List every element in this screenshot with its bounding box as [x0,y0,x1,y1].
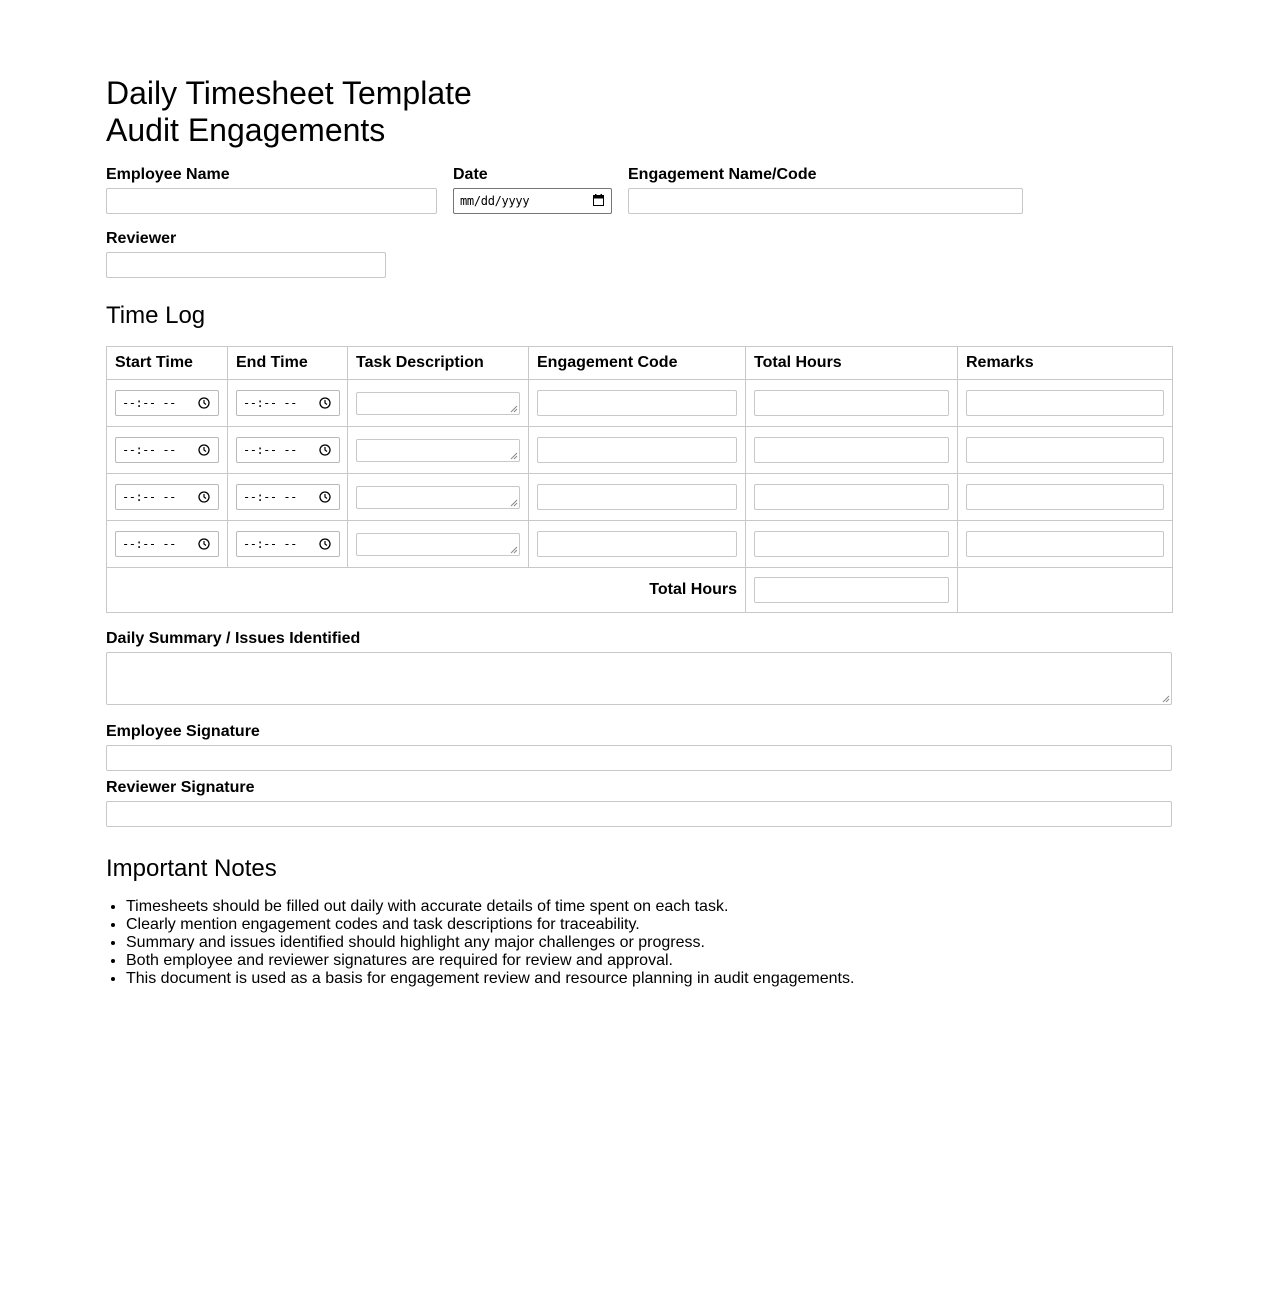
summary-textarea[interactable] [106,652,1172,705]
time-placeholder: --:-- -- [122,443,176,457]
remarks-cell [958,427,1173,474]
end-time-input[interactable] [236,390,340,416]
engagement-code-input[interactable] [537,531,737,557]
remarks-input[interactable] [966,484,1164,510]
remarks-cell [958,521,1173,568]
table-row [107,521,1173,568]
date-placeholder: mm/dd/yyyy [460,194,530,208]
resize-grip-icon[interactable] [1162,695,1170,703]
start-time-input[interactable] [115,437,219,463]
employee-name-label: Employee Name [106,166,230,183]
row-total-hours-input[interactable] [754,484,949,510]
note-item: • Timesheets should be filled out daily with accurate details of time spent on each task. [126,898,854,916]
reviewer-input[interactable] [106,252,386,278]
reviewer-label: Reviewer [106,230,177,247]
task-description-cell [348,380,529,427]
time-placeholder: --:-- -- [243,396,297,410]
start-time-cell [107,380,228,427]
table-row [107,380,1173,427]
engagement-label: Engagement Name/Code [628,166,817,183]
column-header-start-time: Start Time [107,347,228,380]
engagement-code-cell [529,521,746,568]
remarks-cell [958,474,1173,521]
time-log-table [106,346,1173,613]
total-hours-input[interactable] [754,577,949,603]
remarks-input[interactable] [966,531,1164,557]
employee-signature-input[interactable] [106,745,1172,771]
end-time-input[interactable] [236,531,340,557]
start-time-cell [107,427,228,474]
time-placeholder: --:-- -- [122,396,176,410]
total-hours-cell [746,427,958,474]
start-time-input[interactable] [115,390,219,416]
note-item: • Both employee and reviewer signatures are required for review and approval. [126,952,854,970]
resize-grip-icon[interactable] [510,405,518,413]
clock-icon[interactable] [198,444,210,456]
date-input[interactable] [453,188,612,214]
time-placeholder: --:-- -- [243,490,297,504]
engagement-code-input[interactable] [537,437,737,463]
row-total-hours-input[interactable] [754,531,949,557]
total-row [107,568,1173,613]
title-line-2: Audit Engagements [106,112,386,148]
row-total-hours-input[interactable] [754,437,949,463]
engagement-code-cell [529,380,746,427]
time-log-heading: Time Log [106,302,206,329]
note-item: • Summary and issues identified should highlight any major challenges or progress. [126,934,854,952]
total-hours-cell [746,380,958,427]
task-description-cell [348,474,529,521]
date-label: Date [453,166,488,183]
clock-icon[interactable] [319,491,331,503]
column-header-end-time: End Time [228,347,348,380]
clock-icon[interactable] [319,397,331,409]
calendar-icon[interactable] [593,194,604,206]
engagement-code-input[interactable] [537,484,737,510]
table-row [107,474,1173,521]
column-header-remarks: Remarks [958,347,1173,380]
reviewer-signature-input[interactable] [106,801,1172,827]
total-hours-cell [746,521,958,568]
clock-icon[interactable] [198,491,210,503]
end-time-input[interactable] [236,484,340,510]
column-header-task-description: Task Description [348,347,529,380]
total-hours-cell [746,474,958,521]
time-placeholder: --:-- -- [122,490,176,504]
note-item: • This document is used as a basis for engagement review and resource planning in audit engagements. [126,970,854,988]
employee-name-input[interactable] [106,188,437,214]
title-line-1: Daily Timesheet Template [106,75,472,111]
row-total-hours-input[interactable] [754,390,949,416]
resize-grip-icon[interactable] [510,546,518,554]
remarks-input[interactable] [966,390,1164,416]
end-time-cell [228,521,348,568]
start-time-cell [107,474,228,521]
time-placeholder: --:-- -- [122,537,176,551]
start-time-input[interactable] [115,531,219,557]
task-description-cell [348,427,529,474]
column-header-engagement-code: Engagement Code [529,347,746,380]
table-row [107,427,1173,474]
engagement-code-input[interactable] [537,390,737,416]
clock-icon[interactable] [319,538,331,550]
total-hours-cell [746,568,958,613]
column-header-total-hours: Total Hours [746,347,958,380]
summary-label: Daily Summary / Issues Identified [106,630,361,647]
clock-icon[interactable] [198,397,210,409]
table-header-row [107,347,1173,380]
start-time-cell [107,521,228,568]
engagement-code-cell [529,474,746,521]
time-placeholder: --:-- -- [243,537,297,551]
employee-signature-label: Employee Signature [106,723,260,740]
remarks-cell [958,380,1173,427]
end-time-input[interactable] [236,437,340,463]
note-item: • Clearly mention engagement codes and task descriptions for traceability. [126,916,854,934]
task-description-cell [348,521,529,568]
start-time-input[interactable] [115,484,219,510]
total-remarks-cell [958,568,1173,613]
notes-heading: Important Notes [106,855,277,882]
clock-icon[interactable] [198,538,210,550]
notes-list [106,898,854,988]
page-title [106,75,472,149]
resize-grip-icon[interactable] [510,499,518,507]
engagement-input[interactable] [628,188,1023,214]
reviewer-signature-label: Reviewer Signature [106,779,255,796]
task-description-textarea[interactable] [356,533,520,556]
task-description-textarea[interactable] [356,439,520,462]
end-time-cell [228,380,348,427]
time-placeholder: --:-- -- [243,443,297,457]
end-time-cell [228,474,348,521]
engagement-code-cell [529,427,746,474]
task-description-textarea[interactable] [356,392,520,415]
remarks-input[interactable] [966,437,1164,463]
task-description-textarea[interactable] [356,486,520,509]
clock-icon[interactable] [319,444,331,456]
end-time-cell [228,427,348,474]
total-hours-label: Total Hours [107,568,746,613]
resize-grip-icon[interactable] [510,452,518,460]
